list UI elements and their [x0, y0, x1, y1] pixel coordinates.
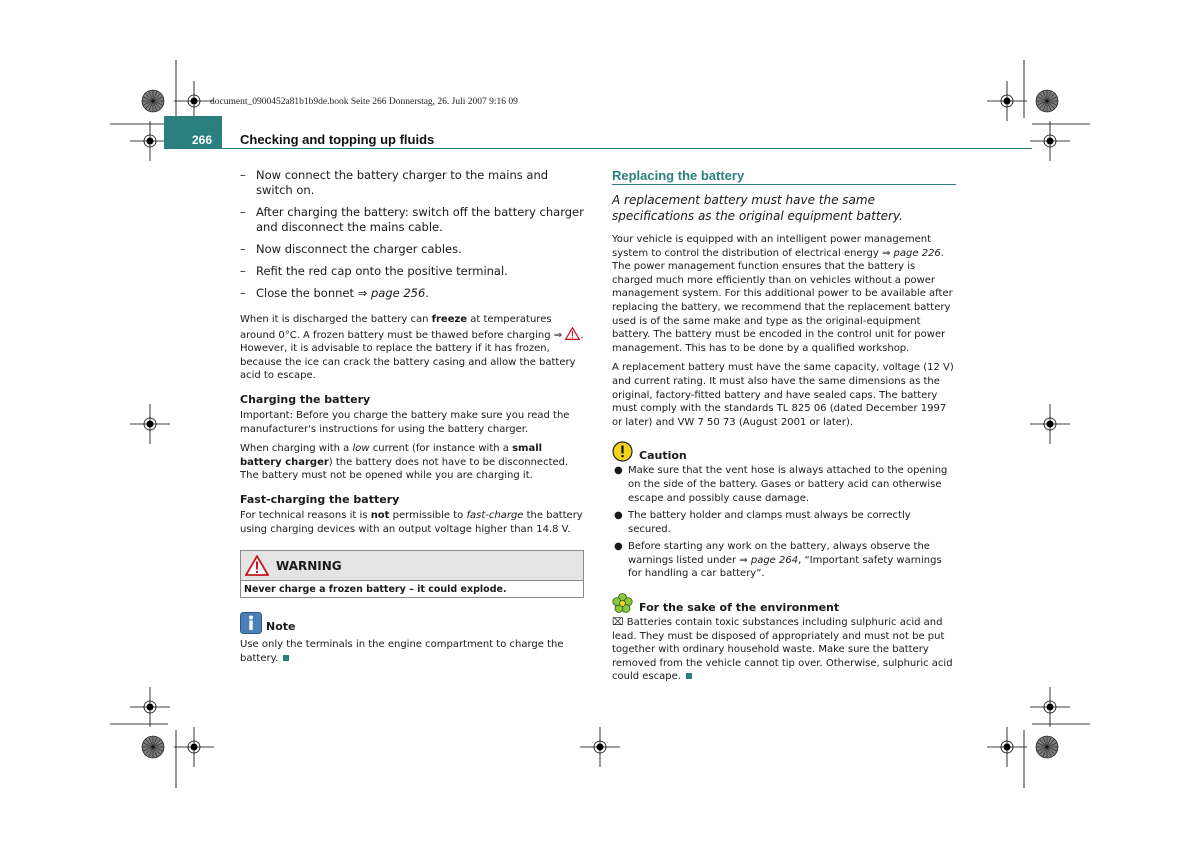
step-item: – Refit the red cap onto the positive terminal.: [240, 264, 508, 278]
warning-triangle-icon: [565, 327, 580, 340]
step-item: – Now disconnect the charger cables.: [240, 242, 462, 256]
step-item: – After charging the battery: switch off the battery charger and disconnect the mains cable.: [240, 205, 584, 234]
header-rule: [222, 148, 1032, 149]
end-marker-icon: [686, 673, 692, 679]
arrow-icon: ⇒: [739, 554, 748, 566]
end-marker-icon: [283, 655, 289, 661]
info-icon: [240, 612, 262, 634]
arrow-icon: ⇒: [553, 329, 563, 341]
warning-title: WARNING: [276, 558, 342, 573]
registration-burst-icon: [142, 90, 164, 112]
right-column: [612, 168, 956, 690]
warning-triangle-icon: [245, 555, 269, 576]
caution-exclamation-icon: [612, 441, 633, 462]
note-block: [240, 612, 584, 665]
caution-heading: [612, 441, 956, 462]
fast-charging-paragraph: For technical reasons it is not permissible to fast-charge the battery using charging devices with an output voltage higher than 14.8 V.: [240, 509, 583, 535]
specification-paragraph: A replacement battery must have the same capacity, voltage (12 V) and current rating. It must also have the same dimensions as the original, factory-fitted battery and have sealed caps. The battery must comply with the standards TL 825 06 (dated December 1997 or later) and VW 7 50 73 (August 2001 or later).: [612, 362, 954, 428]
registration-burst-icon: [1036, 736, 1058, 758]
caution-title: Caution: [639, 449, 687, 463]
charging-current-paragraph: When charging with a low current (for instance with a small battery charger) the battery does not have to be disconnected. The battery must not be opened while you are charging it.: [240, 443, 569, 482]
charging-paragraph: Important: Before you charge the battery make sure you read the manufacturer's instructions for using the battery charger.: [240, 409, 570, 435]
environment-text: ⌧ Batteries contain toxic substances including sulphuric acid and lead. They must be disposed of appropriately and must not be put together with ordinary household waste. Make sure the battery removed from the vehicle cannot tip over. Otherwise, sulphuric acid could escape.: [612, 617, 953, 683]
caution-bullet: ● The battery holder and clamps must always be correctly secured.: [614, 510, 911, 535]
freeze-paragraph: When it is discharged the battery can freeze at temperatures around 0°C. A frozen battery must be thawed before charging ⇒ . However, it is advisable to replace the battery if it has frozen, because the ice can crack the battery casing and allow the battery acid to escape.: [240, 314, 584, 382]
power-management-paragraph: Your vehicle is equipped with an intelligent power management system to control the distribution of electrical energy ⇒ page 226. The power management function ensures that the battery is charged much more efficiently than on vehicles without a power management system. For this additional power to be available after replacing the battery, we recommend that the replacement battery used is of the same make and type as the original-equipment battery. The battery must be encoded in the control unit for power management. This has to be done by a qualified workshop.: [612, 234, 953, 354]
page-number: 266: [192, 133, 213, 147]
page-reference-link[interactable]: page 256: [370, 286, 426, 300]
fast-charging-heading: Fast-charging the battery: [240, 492, 400, 506]
note-title: Note: [266, 619, 296, 633]
flower-environment-icon: [612, 593, 633, 614]
registration-burst-icon: [1036, 90, 1058, 112]
left-column: [240, 168, 584, 671]
registration-burst-icon: [142, 736, 164, 758]
arrow-icon: ⇒: [357, 286, 368, 300]
section-title: Replacing the battery: [612, 168, 956, 185]
file-header: document_0900452a81b1b9de.book Seite 266 Donnerstag, 26. Juli 2007 9:16 09: [210, 97, 518, 107]
section-subtitle: A replacement battery must have the same specifications as the original equipment battery.: [612, 193, 903, 223]
environment-heading: [612, 593, 956, 614]
caution-bullet: ● Make sure that the vent hose is always attached to the opening on the side of the battery. Gases or battery acid can otherwise escape and possibly cause damage.: [614, 465, 948, 504]
arrow-icon: ⇒: [881, 247, 891, 259]
note-text: Use only the terminals in the engine compartment to charge the battery.: [240, 639, 564, 664]
page-reference-link[interactable]: page 264: [750, 554, 799, 566]
warning-text: Never charge a frozen battery – it could explode.: [244, 584, 507, 596]
step-item: – Now connect the battery charger to the mains and switch on.: [240, 168, 549, 197]
warning-box: [240, 550, 584, 598]
page-reference-link[interactable]: page 226: [893, 247, 941, 259]
environment-title: For the sake of the environment: [639, 601, 840, 615]
step-item: – Close the bonnet ⇒ page 256.: [240, 286, 429, 300]
charging-heading: Charging the battery: [240, 392, 371, 406]
chapter-title: Checking and topping up fluids: [240, 132, 435, 147]
waste-bin-icon: ⌧: [612, 617, 624, 629]
caution-bullet: ● Before starting any work on the battery, always observe the warnings listed under ⇒ page 264, “Important safety warnings for handling a car battery”.: [614, 541, 942, 580]
